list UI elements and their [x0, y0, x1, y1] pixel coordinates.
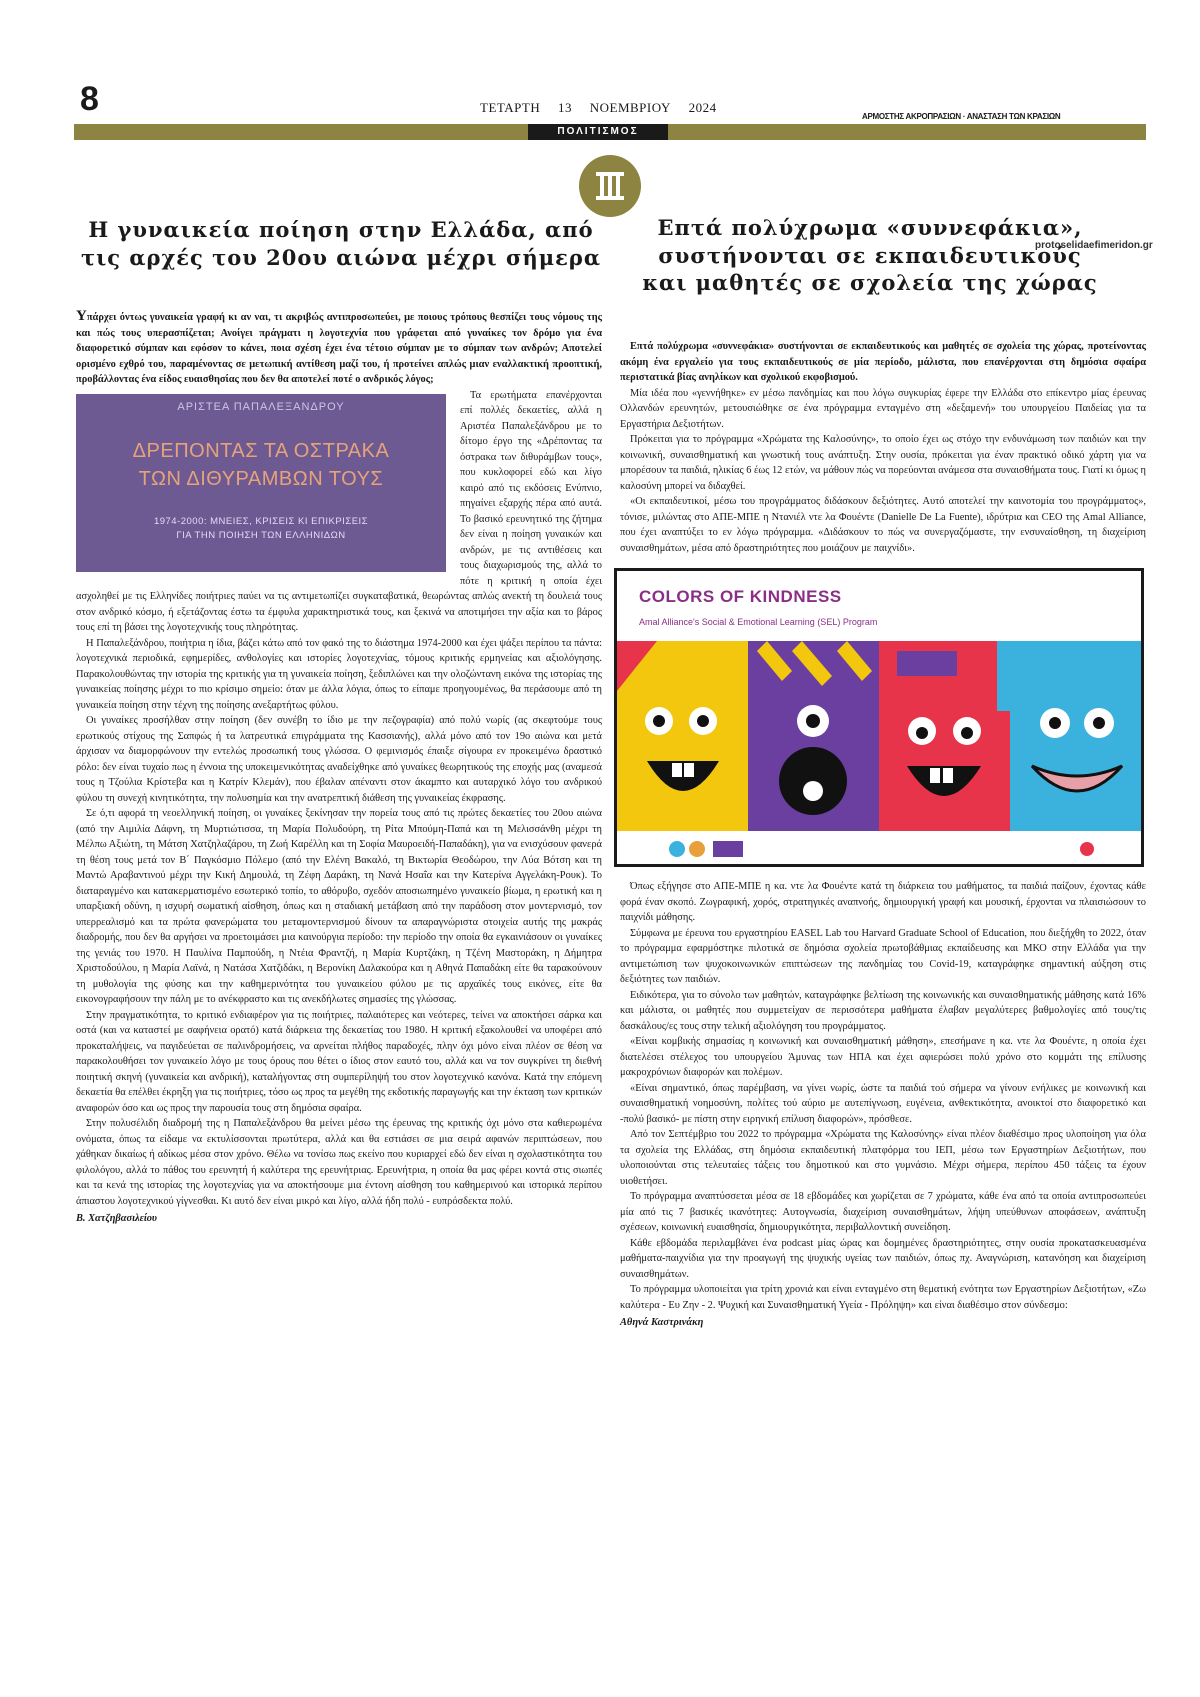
column-emblem-icon [579, 155, 641, 217]
book-cover-image [76, 394, 446, 572]
right-paragraph: Το πρόγραμμα αναπτύσσεται μέσα σε 18 εβδομάδες και χωρίζεται σε 7 χρώματα, κάθε ένα από τα οποία αντιπροσωπεύει μία από τις 7 βασικές ικανότητες: Αυτογνωσία, διαχείριση συναισθημάτων, λήψη υπεύθυνων αποφάσεων, ανάπτυξη σχέσεων, κοινωνική ευαισθησία, δημιουργικότητα, περιβαλλοντική συνείδηση. [620, 1191, 1146, 1233]
left-paragraph: Οι γυναίκες προσήλθαν στην ποίηση (δεν συνέβη το ίδιο με την πεζογραφία) από πολύ νωρίς (ας σκεφτούμε τους ερωτικούς στίχους της Σαπφώς ή τα λατρευτικά επιγράμματα της Κασσιανής), αλλά μόνο από τον 19ο αιώνα και μετά άρχισαν να διαμορφώνουν την εντελώς προσωπική τους γλώσσα. Ο φεμινισμός έπαιξε σίγουρα εν προκειμένω δραστικό ρόλο: δεν είναι τυχαίο πως η έννοια της υποκειμενικότητας αναδείχθηκε από γυναίκες θεωρητικούς της εποχής μας (αναμεσά τους η Τζούλια Κρίστεβα και η Κατρίν Κλεμάν), που έβαλαν απέναντι στον άκαμπτο και αυταρχικό λόγο του ανδρικού φύλου τη συνεχή κινητικότητα, την πολυσημία και την ανατρεπτική διάθεση της γυναικείας έκφρασης. [76, 715, 602, 804]
right-paragraph: «Είναι σημαντικό, όπως παρέμβαση, να γίνει νωρίς, ώστε τα παιδιά τού σήμερα να γίνουν ενήλικες με κοινωνική και συναισθηματική νοημοσύνη, πολίτες τού αύριο με αυτεπίγνωση, ευγένεια, ανθεκτικότητα, ανοικτοί στο διαφορετικό και -πολύ βασικό- με πίστη στην ειρηνική επίλυση διαφορών», πρόσθεσε. [620, 1082, 1146, 1125]
left-article [76, 309, 602, 1227]
right-paragraph: «Είναι κομβικής σημασίας η κοινωνική και συναισθηματική μάθηση», επεσήμανε η κα. ντε λα Φουέντε, η οποία έχει διατελέσει στέλεχος του υπουργείου Άμυνας των ΗΠΑ και έχει αφιερώσει πολύ χρόνο στο κομμάτι της επίλυσης μακροχρόνιων διαφορών και πολέμων. [620, 1036, 1146, 1078]
right-paragraph: Πρόκειται για το πρόγραμμα «Χρώματα της Καλοσύνης», το οποίο έχει ως στόχο την ενδυνάμωση των παιδιών και την κοινωνική, συναισθηματική και γνωστική τους ανάπτυξη. Στην ουσία, πρόκειται για έναν πρακτικό οδικό χάρτη για να μπορέσουν τα παιδιά, ηλικίας 6 έως 12 ετών, να μάθουν πώς να πορεύονται ανάμεσα στα συναισθήματα τους. Γιατί κι όμως η καλοσύνη μπορεί να διδαχθεί. [620, 434, 1146, 492]
right-paragraph: Το πρόγραμμα υλοποιείται για τρίτη χρονιά και είναι ενταγμένο στη θεματική ενότητα των Εργαστηρίων Δεξιοτήτων, «Ζω καλύτερα - Ευ Ζην - 2. Ψυχική και Συναισθηματική Υγεία - Πρόληψη» και είναι διαθέσιμο στον σύνδεσμο: [620, 1284, 1146, 1311]
left-paragraph: Σε ό,τι αφορά τη νεοελληνική ποίηση, οι γυναίκες ξεκίνησαν την πορεία τους από τις πρώτες δεκαετίες του 20ου αιώνα (από την Αιμιλία Δάφνη, τη Μυρτιώτισσα, τη Μαρία Πολυδούρη, τη Ρίτα Μπούμη-Παπά και τη Μελισσάνθη μέχρι τη Μέλπω Αξιώτη, τη Μάτση Χατζηλαζάρου, τη Ζωή Καρέλλη και τη Σοφία Μαυροειδή-Παπαδάκη), για να ενισχύσουν φανερά τη θέση τους μετά τον Β΄ Παγκόσμιο Πόλεμο (από την Ελένη Βακαλό, τη Βικτωρία Θεοδώρου, την Λύα Βότση και τη Μαντώ Αραβαντινού μέχρι την Κική Δημουλά, τη Ζέφη Δαράκη, τη Νανά Ησαΐα και την Κατερίνα Αγγελάκη-Ρουκ). Το διαταραγμένο και κατακερματισμένο εσωτερικό τοπίο, το αθόρυβο, σχεδόν αποσιωπημένο γυναικείο βίωμα, η ερωτική και η υπαρξιακή οδύνη, η ισχυρή σωματική αίσθηση, όπως και η σταδιακή μετάβαση από την παράδοση στον μοντερνισμό, τον υπερρεαλισμό και τα πρώτα φανερώματα του μεταμοντερνισμού δίνουν τα απαραγνώριστα στοιχεία αυτής της μακράς διαδρομής, που δεν θα αργήσει να προετοιμάσει μια καινούργια περίοδο: την περίοδο την οποία θα εγκαινιάσουν οι γυναίκες της γενιάς του 1970. Η Παυλίνα Παμπούδη, η Ντέια Φραντζή, η Μαρία Κυρτζάκη, η Τζένη Μαστοράκη, η Δήμητρα Χριστοδούλου, η Μαρία Λαϊνά, η Νατάσα Χατζιδάκι, η Βερονίκη Δαλακούρα και η Αθηνά Παπαδάκη είτε θα ταρακούνουν τη μυθολογία της φύσης και την καθημερινότητα του γυναικείου φύλου με τις αρχαϊκές τους εικόνες, είτε θα εικονογραφήσουν την πάλη με το ανέκφραστο και τις ανεκδήλωτες σημασίες της γλώσσας. [76, 808, 602, 1005]
left-paragraph: Στην πραγματικότητα, το κριτικό ενδιαφέρον για τις ποιήτριες, παλαιότερες και νεότερες, τείνει να αποκτήσει σάρκα και οστά (και να καταστεί με σαφήνεια ορατό) κατά διάρκεια της δεκαετίας του 1980. Η κριτική εξακολουθεί να υποφέρει από προκαταλήψεις, να παγιδεύεται σε παλινδρομήσεις, να αρνείται πλήθος παραδοχές, πλην όχι μόνο είναι πλέον σε θέση να παρακολουθήσει τον γυναικείο λόγο με τους όρους που θέτει ο ίδιος στον εαυτό του, αλλά και να τον συγκρίνει τη διεθνή ποιητική σκηνή (γυναικεία και ανδρική), καταλήγοντας στη συμπερίληψή του στον λογοτεχνικό κανόνα. Κατά την επόμενη δεκαετία θα επέλθει έκρηξη για τις ποιήτριες, τόσο ως προς τα μεγέθη της εκδοτικής παραγωγής και την έκταση των κριτικών αναφορών όσο και ως προς την παρουσία τους στη δημόσια σφαίρα. [76, 1009, 602, 1114]
book-cover-subtitle-line1: 1974-2000: ΜΝΕΙΕΣ, ΚΡΙΣΕΙΣ ΚΙ ΕΠΙΚΡΙΣΕΙΣ [153, 516, 369, 527]
section-label: ΠΟΛΙΤΙΣΜΟΣ [528, 124, 668, 140]
right-paragraph: Μία ιδέα που «γεννήθηκε» εν μέσω πανδημίας και που λόγω συγκυρίας έφερε την Ελλάδα στο επίκεντρο μίας έρευνας Ολλανδών ερευνητών, μετουσιώθηκε σε ένα πρόγραμμα ενταγμένο στη «δεξαμενή» του υπουργείου Παιδείας για τα Εργαστήρια Δεξιοτήτων. [620, 387, 1146, 430]
book-cover-subtitle [76, 515, 446, 543]
right-headline: Επτά πολύχρωμα «συννεφάκια», συστήνονται σε εκπαιδευτικούς και μαθητές σε σχολεία της χώρας [642, 215, 1098, 296]
right-article [620, 339, 1146, 1331]
right-paragraph: Όπως εξήγησε στο ΑΠΕ-ΜΠΕ η κα. ντε λα Φουέντε κατά τη διάρκεια του μαθήματος, τα παιδιά παίζουν, έχοντας κάθε φορά έναν σκοπό. Ζωγραφική, χορός, στρατηγικές αναπνοής, δημιουργική γραφή και μουσική, έρχονται να πλαισιώσουν το παιχνίδι μάθησης. [620, 881, 1146, 923]
kindness-illustration [617, 641, 1141, 831]
date-number: 13 [557, 100, 572, 115]
kindness-logos [617, 833, 1141, 865]
book-cover-title-line2: ΤΩΝ ΔΙΘΥΡΑΜΒΩΝ ΤΟΥΣ [138, 468, 384, 490]
book-cover-title-line1: ΔΡΕΠΟΝΤΑΣ ΤΑ ΟΣΤΡΑΚΑ [132, 440, 390, 462]
page-number: 8 [80, 80, 97, 118]
kindness-panel-blue [1010, 641, 1141, 831]
right-paragraph: Σύμφωνα με έρευνα του εργαστηρίου EASEL Lab του Harvard Graduate School of Education, που διεξήχθη το 2022, όταν το πρόγραμμα εφαρμόστηκε πιλοτικά σε δημόσια σχολεία πρωτοβάθμιας εκπαίδευσης και ΜΚΟ στην Ελλάδα για την αντιμετώπιση των ψυχοκοινωνικών επιπτώσεων της πανδημίας του Covid-19, καταγράφηκε σημαντική αύξηση στις δεξιότητες των παιδιών. [620, 927, 1146, 985]
date-year: 2024 [688, 100, 717, 115]
right-paragraph: «Οι εκπαιδευτικοί, μέσω του προγράμματος διδάσκουν δεξιότητες. Αυτό αποτελεί την καινοτομία του προγράμματος», τόνισε, μιλώντας στο ΑΠΕ-ΜΠΕ η Ντανιέλ ντε λα Φουέντε (Danielle De La Fuente), ιδρύτρια και CEO της Amal Alliance, που έχει αναπτύξει το εν λόγω πρόγραμμα. «Διδάσκουν το πώς να συνεργαζόμαστε, την ενσυναίσθηση, τη διαχείριση συναισθημάτων, μέσα από δραστηριότητες που μοιάζουν με παιχνίδι». [620, 496, 1146, 554]
date-day: ΤΕΤΑΡΤΗ [480, 100, 541, 115]
right-paragraph: Από τον Σεπτέμβριο του 2022 το πρόγραμμα «Χρώματα της Καλοσύνης» είναι πλέον διαθέσιμο προς υλοποίηση για όλα τα σχολεία της Ελλάδας, στη δημόσια εκπαιδευτική πλατφόρμα του ΙΕΠ, μέσω των Εργαστηρίων Δεξιοτήτων, που υλοποιούνται στις τελευταίες τάξεις του δημοτικού και στο γυμνάσιο. Μέχρι σήμερα, περίπου 450 τάξεις τα έχουν υιοθετήσει. [620, 1129, 1146, 1187]
book-cover-subtitle-line2: ΓΙΑ ΤΗΝ ΠΟΙΗΣΗ ΤΩΝ ΕΛΛΗΝΙΔΩΝ [176, 530, 346, 541]
right-paragraph: Ειδικότερα, για το σύνολο των μαθητών, καταγράφηκε βελτίωση της κοινωνικής και συναισθηματικής μάθησης κατά 16% και μάλιστα, οι μαθητές που συμμετείχαν σε περισσότερα μαθήματα έλαβαν μεγαλύτερες βαθμολογίες από τους/τις δασκάλους/ες τους στην τελική αξιολόγηση του προγράμματος. [620, 989, 1146, 1032]
right-paragraph: Κάθε εβδομάδα περιλαμβάνει ένα podcast μίας ώρας και δομημένες δραστηριότητες, στην ουσία προκατασκευασμένα μαθήματα-παιχνίδια για την προαγωγή της ψυχικής υγείας των παιδιών, όπως πχ. Αναγνώριση, κατανόηση και διαχείριση συναισθημάτων. [620, 1237, 1146, 1280]
left-lead [76, 309, 602, 388]
kindness-subtitle: Amal Alliance's Social & Emotional Learning (SEL) Program [639, 617, 878, 627]
left-lead-text: πάρχει όντως γυναικεία γραφή κι αν ναι, τι ακριβώς αντιπροσωπεύει, με ποιους τρόπους θεσπίζει τους νόμους της και πώς τους υπερασπίζεται; Ανοίγει πράγματι η λογοτεχνία που γράφεται από γυναίκες τον δρόμο για ένα διαφορετικό σύμπαν και εφόσον το κάνει, ποια σχέση έχει ένα τέτοιο σύμπαν με το σύμπαν των ανδρών; Αποτελεί ορισμένο εχθρό του, παραμένοντας σε μετωπική αντίθεση μαζί του, ή προτείνει απλώς μιαν εναλλακτική προοπτική, προβάλλοντας ένα είδος ευαισθησίας που δεν θα αποτελεί ποτέ ο ανδρικός λόγος; [76, 312, 602, 385]
left-lead-dropcap: Υ [76, 308, 87, 324]
left-headline: Η γυναικεία ποίηση στην Ελλάδα, από τις αρχές του 20ου αιώνα μέχρι σήμερα [80, 217, 602, 270]
left-paragraph: Η Παπαλεξάνδρου, ποιήτρια η ίδια, βάζει κάτω από τον φακό της το διάστημα 1974-2000 και έχει ψάξει περίπου τα πάντα: λογοτεχνικά περιοδικά, εφημερίδες, ανθολογίες και ιστορίες λογοτεχνίας, τόμους κριτικής ερμηνείας και αξιολόγησης. Παρακολουθώντας την ιστορία της κριτικής για τη γυναικεία ποίηση, ξεδιπλώνει και την ολοζώντανη εικόνα της ιστορίας της γυναικείας ποίησης μέχρι το πιο κρίσιμο σημείο: όταν με άλλα λόγια, όπως το είπαμε προηγουμένως, θα περάσουμε από τη γυναικεία ποίηση στην τέχνη της ποίησης ανεξαρτήτως φύλου. [76, 637, 602, 711]
book-cover-title [76, 437, 446, 493]
watermark: protoselidaefimeridon.gr [1035, 240, 1153, 251]
right-lead: Επτά πολύχρωμα «συννεφάκια» συστήνονται σε εκπαιδευτικούς και μαθητές σε σχολεία της χώρας, προτείνοντας ακόμη ένα εργαλείο για τους εκπαιδευτικούς σε μία περίοδο, μάλιστα, που επανέρχονται στη δημόσια σφαίρα περιστατικά βίας ανηλίκων και σχολικού εκφοβισμού. [620, 341, 1146, 383]
dateline [480, 100, 731, 116]
right-byline: Αθηνά Καστρινάκη [620, 1317, 704, 1328]
date-month: ΝΟΕΜΒΡΙΟΥ [589, 100, 671, 115]
left-byline: Β. Χατζηβασιλείου [76, 1213, 158, 1224]
kindness-title: COLORS OF KINDNESS [639, 587, 842, 606]
colors-of-kindness-image [614, 568, 1144, 867]
left-paragraph: Στην πολυσέλιδη διαδρομή της η Παπαλεξάνδρου θα μείνει μέσω της έρευνας της κριτικής όχι μόνο στα καθιερωμένα ονόματα, όπως τα είδαμε να εκτυλίσσονται πρωτύτερα, αλλά και θα εστιάσει σε μια σειρά αφανών περιπτώσεων, που χάθηκαν δικαίως ή αδίκως μέσα στον χρόνο. Θέλω να τονίσω πως εκείνο που κυριαρχεί εδώ δεν είναι η σχολαστικότητα του φιλολόγου, αλλά το πάθος του ερευνητή ή καλύτερα της ερευνήτριας. Ερευνήτρια, η οποία θα μας φέρει κοντά στις σιωπές και τα κενά της ιστορίας της λογοτεχνίας για να αποκτήσουμε μια έντονη αίσθηση του καθημερινού και ιστορικά περίπου άπιαστου λογοτεχνικού γίγνεσθαι. Κι αυτό δεν είναι μικρό και λίγο, αλλά ήδη πολύ - ευπρόσδεκτα πολύ. [76, 1118, 602, 1207]
kindness-panel-yellow [617, 641, 748, 831]
left-paragraph: Τα ερωτήματα επανέρχονται επί πολλές δεκαετίες, αλλά η Αριστέα Παπαλεξάνδρου με το δίτομο έργο της «Δρέποντας τα όστρακα των διθυράμβων τους», που κυκλοφορεί εδώ και λίγο καιρό από τις εκδόσεις Ενύπνιο, πηγαίνει εξαρχής πέρα από αυτά. Το βασικό ερευνητικό της ζήτημα δεν είναι η ποίηση γυναικών και ανδρών, με τις αντιθέσεις και τους διαχωρισμούς της, αλλά το πότε η κριτική η οποία έχει ασχοληθεί με τις Ελληνίδες ποιήτριες παύει να τις αντιμετωπίζει συγκαταβατικά, θεωρώντας απλώς ανεκτή τη δουλειά τους στον ανδρικό κόσμο, ή εξετάζοντας έστω τα έμφυλα χαρακτηριστικά τους, και ξεκινά να αποτιμήσει την αξία και το βάρος τους επί τη βάσει της λογοτεχνικής τους πληρότητας. [76, 389, 602, 633]
masthead: ΑΡΜΟΣΤΗΣ ΑΚΡΟΠΡΑΣΙΩΝ · ΑΝΑΣΤΑΣΗ ΤΩΝ ΚΡΑΣΙΩΝ [862, 112, 1061, 121]
book-cover-author: ΑΡΙΣΤΕΑ ΠΑΠΑΛΕΞΑΝΔΡΟΥ [177, 400, 345, 413]
